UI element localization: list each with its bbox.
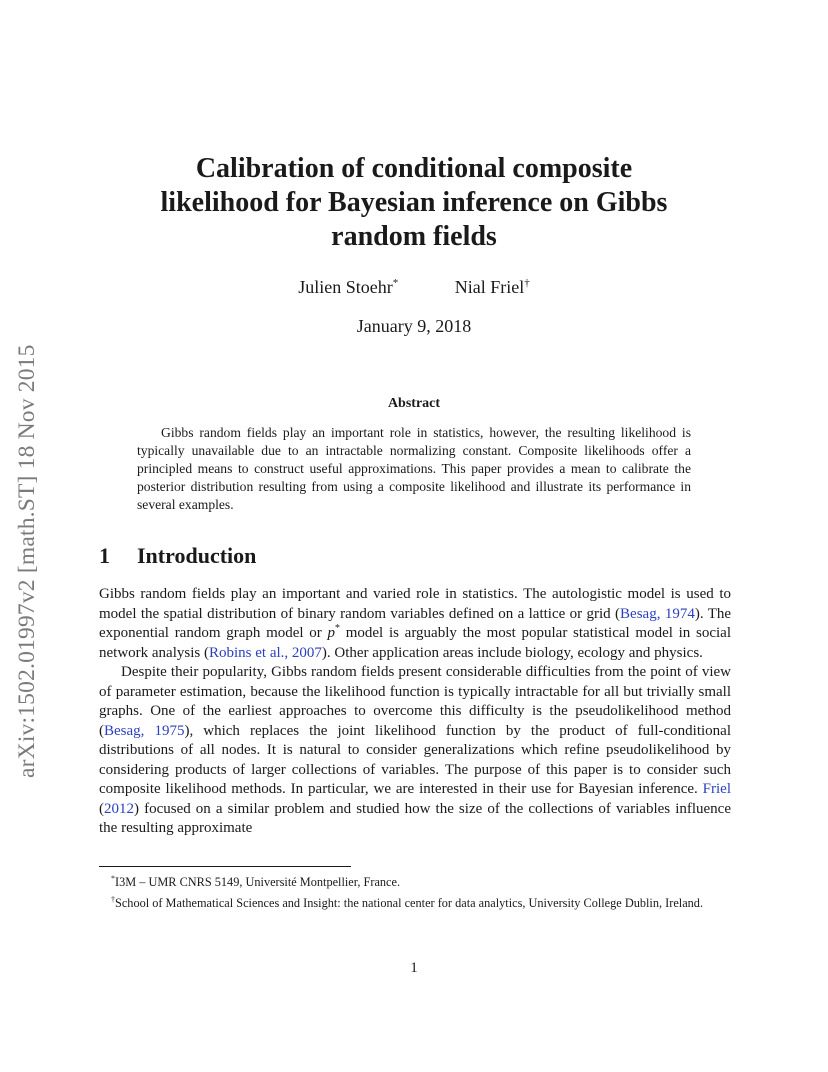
paper-title: [100, 152, 728, 254]
section-title: Introduction: [137, 543, 257, 568]
text-run: ,: [284, 644, 292, 661]
citation-year[interactable]: 1974: [664, 605, 695, 622]
citation-year[interactable]: 2007: [291, 644, 322, 661]
author-friel: [455, 277, 530, 298]
citation-link-besag-1975[interactable]: [104, 723, 184, 739]
title-line-3: random fields: [331, 221, 497, 252]
footnote-mark: *: [111, 874, 115, 883]
section-number: 1: [99, 543, 110, 568]
text-run: (: [99, 800, 104, 817]
footnote-text: School of Mathematical Sciences and Insight: the national center for data analytics, University College Dublin, Ireland.: [115, 896, 704, 911]
footnote-mark: †: [111, 895, 115, 905]
citation-author[interactable]: Robins et al.: [208, 644, 285, 661]
title-line-1: Calibration of conditional composite: [195, 153, 633, 184]
paragraph-1: [99, 585, 731, 663]
text-run: ). The exponential random graph model or: [99, 605, 732, 641]
title-line-2: likelihood for Bayesian inference on Gibbs: [160, 187, 668, 218]
citation-year[interactable]: 1975: [154, 722, 185, 739]
text-run: Gibbs random fields play an important and varied role in statistics. The autologistic model is used to model the spatial distribution of binary random variables defined on a lattice or grid (: [99, 586, 731, 622]
citation-author[interactable]: Besag: [620, 605, 657, 622]
text-run: ), which replaces the joint likelihood function by the product of full-conditional distributions of all nodes. It is natural to consider generalizations which refine pseudolikelihood by considering products of larger collections of variables. The purpose of this paper is to consider such composite likelihood methods. In particular, we are interested in their use for Bayesian inference.: [99, 722, 731, 797]
math-p: p: [327, 625, 336, 641]
arxiv-identifier-sidebar: arXiv:1502.01997v2 [math.ST] 18 Nov 2015: [14, 344, 40, 778]
footnote-divider: [99, 866, 351, 867]
footnote-2: [99, 891, 731, 912]
text-run: ). Other application areas include biology, ecology and physics.: [321, 644, 703, 661]
abstract-text: Gibbs random fields play an important role in statistics, however, the resulting likelihood is typically unavailable due to an intractable normalizing constant. Composite likelihoods offer a principled means to construct useful approximations. This paper provides a mean to calibrate the posterior distribution resulting from using a composite likelihood and illustrate its performance in several examples.: [137, 425, 691, 512]
paper-date: January 9, 2018: [356, 316, 472, 336]
footnotes: [99, 870, 731, 912]
text-run: model is arguably the most popular statistical model in social network analysis (: [99, 625, 731, 661]
text-run: ,: [656, 605, 665, 622]
footnote-text: I3M – UMR CNRS 5149, Université Montpellier, France.: [115, 875, 401, 890]
citation-link-friel-2012-year[interactable]: 2012: [104, 800, 134, 817]
section-heading: [99, 543, 728, 569]
math-star: *: [335, 623, 341, 634]
citation-author[interactable]: Besag: [104, 722, 141, 739]
citation-link-besag-1974[interactable]: [620, 606, 695, 622]
author-affiliation-mark: †: [524, 277, 530, 289]
author-list: [100, 277, 728, 298]
text-run: ) focused on a similar problem and studied how the size of the collections of variables influence the resulting approximate: [99, 800, 731, 836]
author-affiliation-mark: *: [392, 277, 399, 289]
footnote-1: [99, 870, 731, 891]
author-name: Nial Friel: [454, 277, 525, 297]
text-run: Despite their popularity, Gibbs random fields present considerable difficulties from the point of view of parameter estimation, because the likelihood function is typically intractable for all but trivially small graphs. One of the earliest approaches to overcome this difficulty is the pseudolikelihood method (: [99, 664, 731, 739]
body-text: [99, 585, 731, 839]
text-run: ,: [140, 722, 155, 739]
author-name: Julien Stoehr: [298, 277, 393, 297]
citation-link-robins-2007[interactable]: [209, 645, 322, 661]
author-stoehr: [298, 277, 398, 298]
citation-link-friel[interactable]: Friel: [702, 781, 731, 797]
abstract-heading: Abstract: [387, 396, 441, 411]
page-number: 1: [410, 960, 418, 976]
paragraph-2: [99, 663, 731, 839]
